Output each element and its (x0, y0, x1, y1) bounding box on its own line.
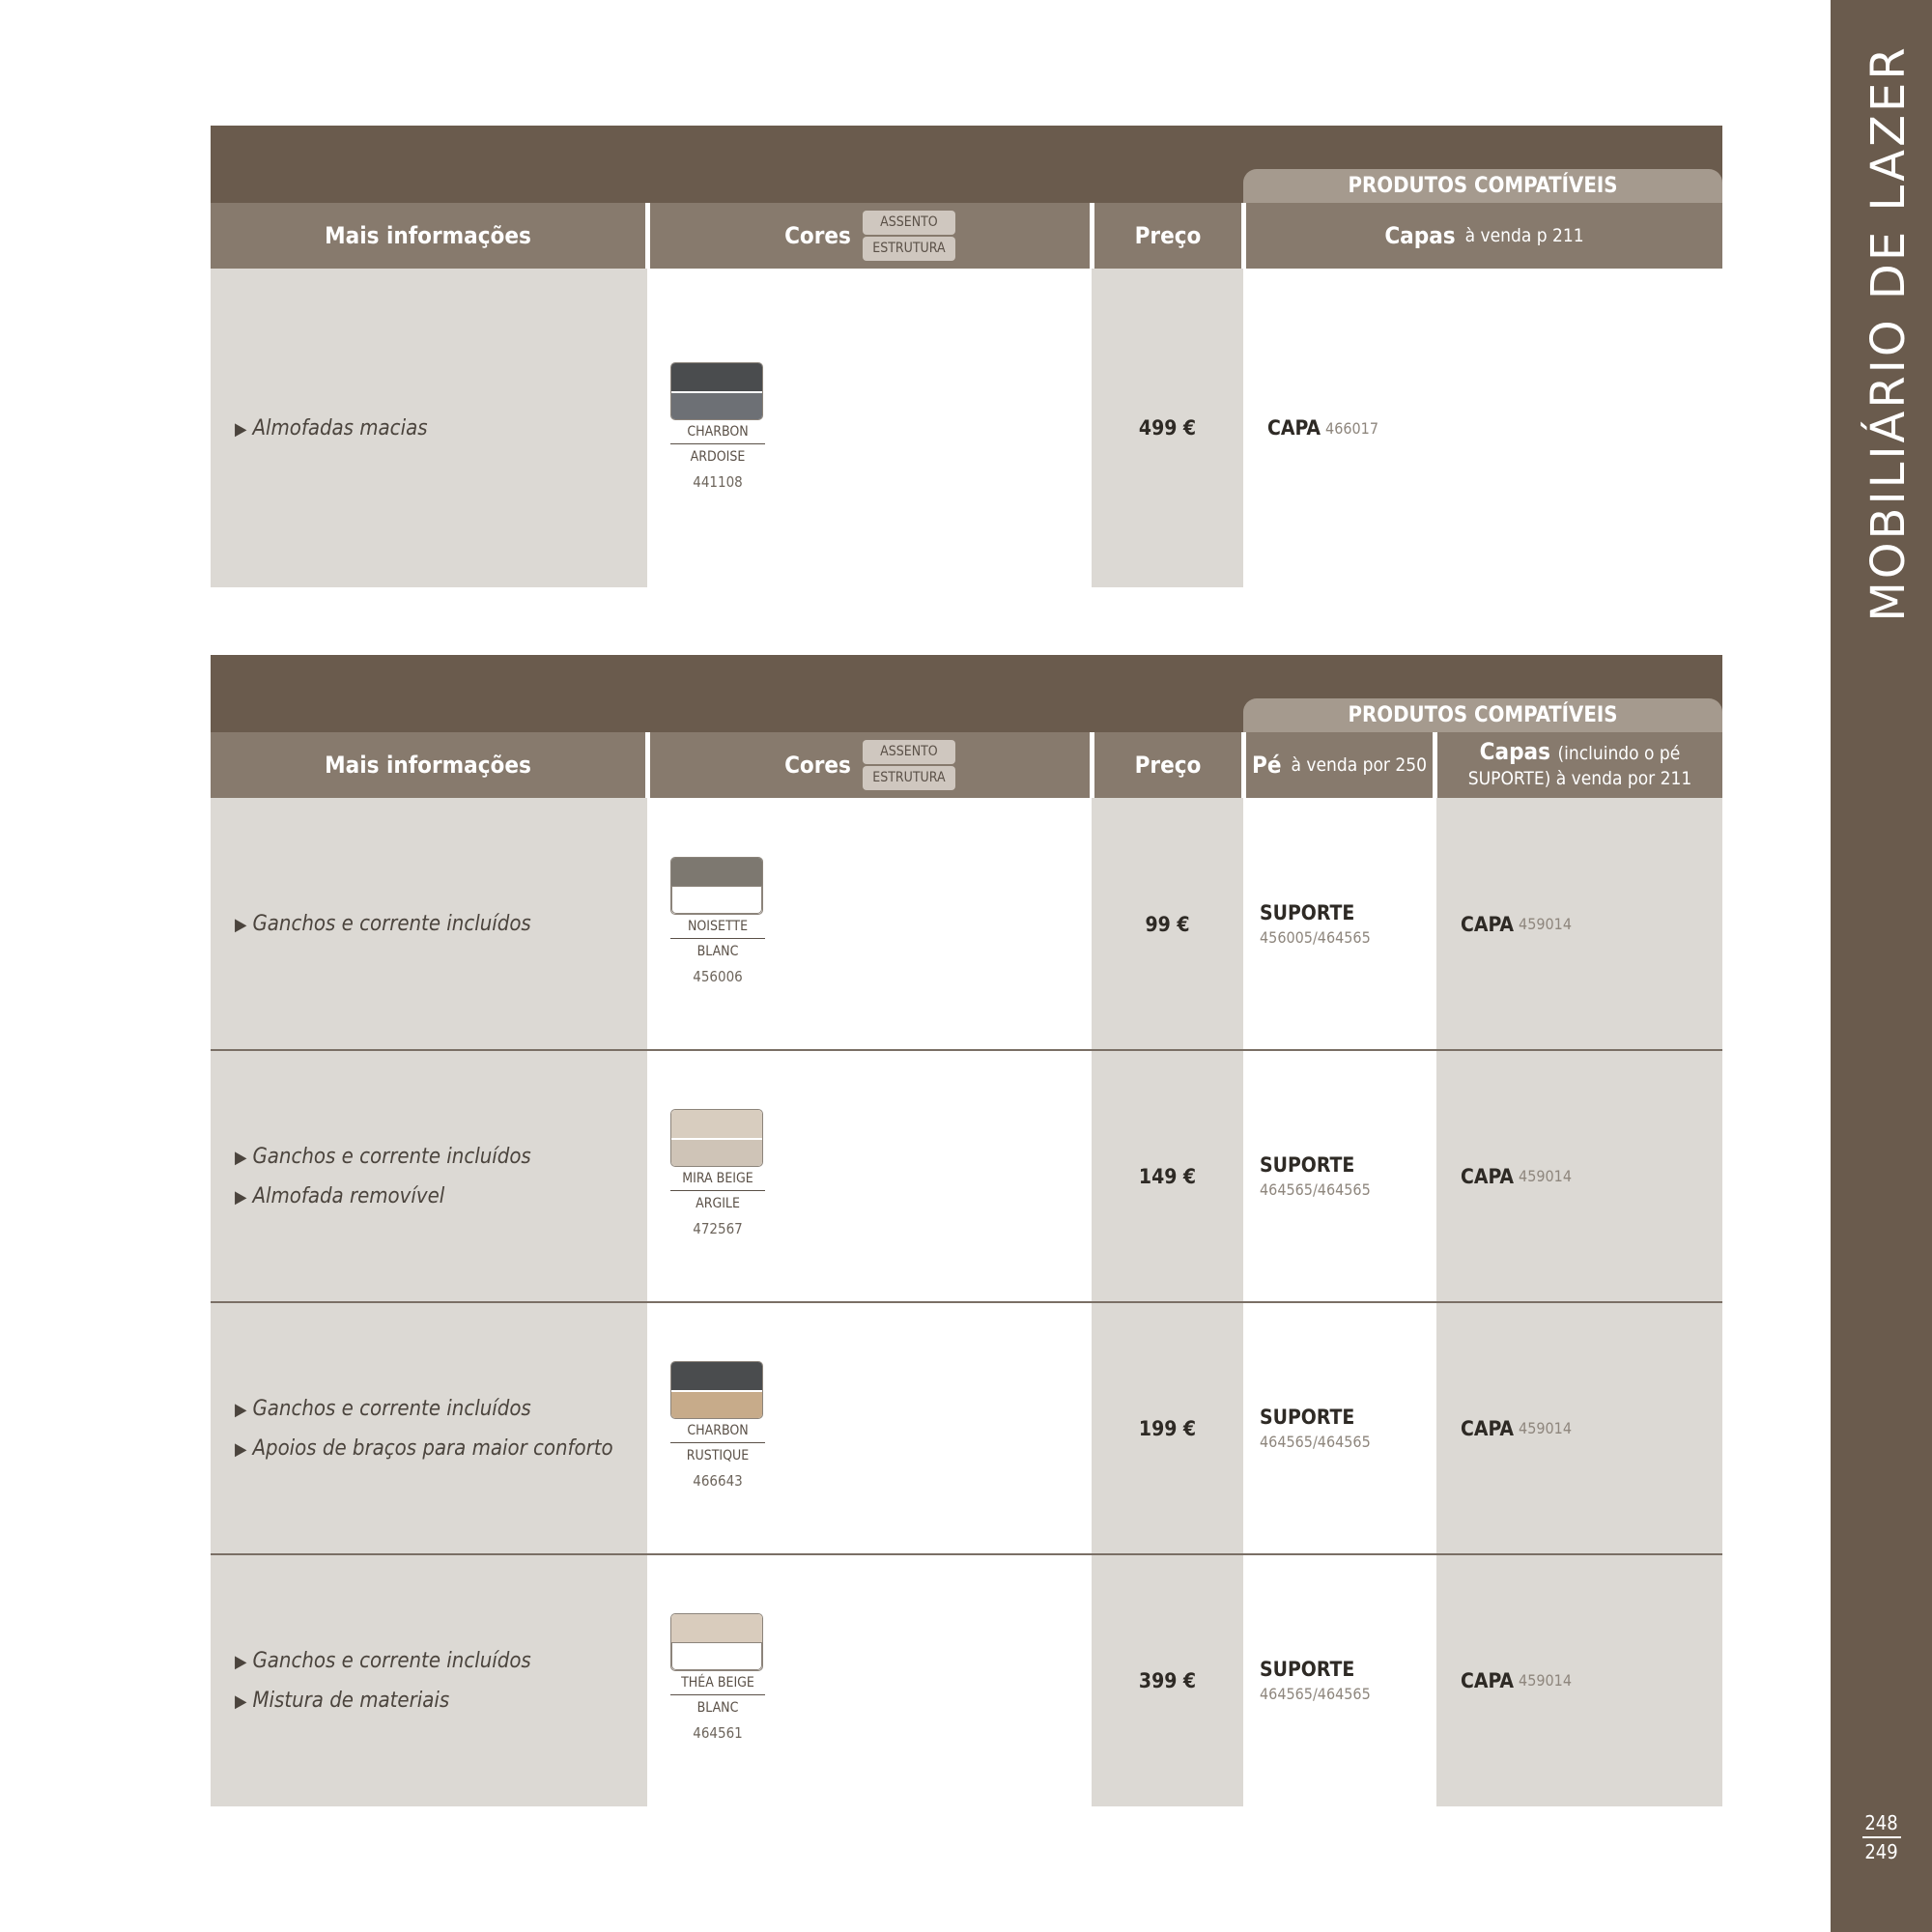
swatch-frame (671, 1642, 762, 1670)
header-foot-sub: à venda por 250 (1291, 754, 1427, 776)
header-colors-label: Cores (784, 222, 851, 249)
swatch-seat-name: MIRA BEIGE (670, 1167, 765, 1191)
bullet-arrow-icon: ▶ (235, 1399, 247, 1420)
color-swatch (670, 362, 765, 495)
swatch-frame (671, 391, 762, 419)
color-swatch (670, 857, 765, 989)
swatch-image (670, 1361, 763, 1419)
capa-label: CAPA (1461, 1164, 1515, 1188)
table2-row-info (211, 1302, 647, 1554)
table2-row-capa (1436, 1050, 1722, 1302)
table2-row-info (211, 1050, 647, 1302)
capa-code: 459014 (1519, 915, 1572, 933)
swatch-frame-name: BLANC (696, 1700, 739, 1716)
table2-row-info (211, 1554, 647, 1806)
capa-label: CAPA (1267, 416, 1321, 440)
info-line: ▶ Ganchos e corrente incluídos (235, 1144, 531, 1169)
section-title-text: MOBILIÁRIO DE LAZER (1861, 44, 1916, 622)
legend-frame: ESTRUTURA (863, 766, 955, 790)
table2-row-support (1243, 1302, 1436, 1554)
support-code: 464565/464565 (1260, 1685, 1371, 1703)
table2-row-colors (647, 1302, 1092, 1554)
info-line: ▶ Ganchos e corrente incluídos (235, 912, 531, 936)
legend-seat: ASSENTO (863, 211, 955, 235)
swatch-frame-name: ARGILE (696, 1196, 740, 1211)
swatch-frame (671, 886, 762, 914)
table2-header-colors (650, 732, 1090, 798)
swatch-seat (671, 1110, 762, 1138)
header-covers-sub: SUPORTE) à venda por 211 (1467, 768, 1692, 789)
info-line: ▶ Mistura de materiais (235, 1688, 450, 1713)
table2-row-price: 99 € (1092, 798, 1243, 1050)
table2-row-price: 149 € (1092, 1050, 1243, 1302)
page-number-divider (1862, 1836, 1901, 1838)
header-info-label: Mais informações (325, 752, 531, 779)
page-number-left: 248 (1864, 1811, 1898, 1834)
support-code: 456005/464565 (1260, 928, 1371, 947)
info-line: ▶ Ganchos e corrente incluídos (235, 1396, 531, 1421)
swatch-frame-name: BLANC (696, 944, 739, 959)
support-label: SUPORTE (1260, 1153, 1355, 1177)
capa-label: CAPA (1461, 1668, 1515, 1692)
support-label: SUPORTE (1260, 901, 1355, 924)
table1-header-colors (650, 203, 1090, 269)
color-swatch (670, 1109, 765, 1241)
legend-frame: ESTRUTURA (863, 237, 955, 261)
header-covers-sub: à venda p 211 (1464, 225, 1584, 246)
bullet-arrow-icon: ▶ (235, 418, 247, 440)
support-label: SUPORTE (1260, 1406, 1355, 1429)
table2-header-covers (1437, 732, 1722, 798)
table2-row-colors (647, 1554, 1092, 1806)
color-swatch (670, 1361, 765, 1493)
header-foot-label: Pé (1252, 752, 1282, 779)
table2-row-price: 199 € (1092, 1302, 1243, 1554)
swatch-seat (671, 858, 762, 886)
info-line: ▶ Almofada removível (235, 1183, 445, 1208)
table2-row-info (211, 798, 647, 1050)
support-code: 464565/464565 (1260, 1433, 1371, 1451)
table2-header-foot (1246, 732, 1433, 798)
swatch-seat (671, 363, 762, 391)
legend-seat: ASSENTO (863, 740, 955, 764)
swatch-image (670, 1109, 763, 1167)
header-covers-label: Capas (1384, 222, 1456, 249)
header-covers-label: Capas (1479, 738, 1550, 765)
table2-row-colors (647, 1050, 1092, 1302)
row-divider (211, 1049, 1722, 1051)
swatch-frame (671, 1138, 762, 1166)
table2-row-capa (1436, 1302, 1722, 1554)
swatch-image (670, 857, 763, 915)
table2-header-info (211, 732, 645, 798)
table1-row1-info (211, 269, 647, 587)
color-swatch (670, 1613, 765, 1746)
bullet-arrow-icon: ▶ (235, 1438, 247, 1460)
swatch-seat-name: CHARBON (670, 1419, 765, 1443)
table2-row-capa (1436, 798, 1722, 1050)
bullet-arrow-icon: ▶ (235, 1690, 247, 1712)
product-code: 472567 (693, 1220, 743, 1237)
table1-row1-colors (647, 269, 1092, 587)
swatch-frame (671, 1390, 762, 1418)
color-legend (863, 739, 955, 791)
product-code: 464561 (693, 1724, 743, 1742)
support-label: SUPORTE (1260, 1658, 1355, 1681)
info-line: ▶ Apoios de braços para maior conforto (235, 1435, 613, 1461)
swatch-seat (671, 1362, 762, 1390)
product-code: 456006 (693, 968, 743, 985)
table2-row-price: 399 € (1092, 1554, 1243, 1806)
table2-row-support (1243, 1554, 1436, 1806)
table1-header-price (1094, 203, 1241, 269)
capa-label: CAPA (1461, 1416, 1515, 1440)
swatch-frame-name: RUSTIQUE (686, 1448, 750, 1463)
header-covers-note: (incluindo o pé (1557, 743, 1681, 764)
product-code: 466643 (693, 1472, 743, 1490)
swatch-seat-name: NOISETTE (670, 915, 765, 939)
capa-code: 459014 (1519, 1419, 1572, 1437)
swatch-image (670, 1613, 763, 1671)
table2-row-support (1243, 1050, 1436, 1302)
header-price-label: Preço (1134, 222, 1202, 249)
info-line: ▶ Ganchos e corrente incluídos (235, 1648, 531, 1673)
table2-header-price (1094, 732, 1241, 798)
table1-compatible-tab: PRODUTOS COMPATÍVEIS (1243, 169, 1722, 203)
bullet-arrow-icon: ▶ (235, 1147, 247, 1168)
table1-row1-capa (1243, 269, 1722, 587)
page-number-right: 249 (1864, 1840, 1898, 1863)
table2-compatible-tab: PRODUTOS COMPATÍVEIS (1243, 698, 1722, 732)
capa-code: 459014 (1519, 1671, 1572, 1690)
table1-header-covers (1246, 203, 1722, 269)
row-divider (211, 1301, 1722, 1303)
color-legend (863, 210, 955, 262)
table2-row-support (1243, 798, 1436, 1050)
row-divider (211, 1553, 1722, 1555)
page-numbers (1840, 1811, 1922, 1863)
bullet-arrow-icon: ▶ (235, 915, 247, 935)
swatch-frame-name: ARDOISE (690, 449, 746, 465)
capa-code: 459014 (1519, 1167, 1572, 1185)
bullet-arrow-icon: ▶ (235, 1651, 247, 1672)
swatch-seat (671, 1614, 762, 1642)
product-code: 441108 (693, 473, 743, 491)
info-line: ▶ Almofadas macias (235, 415, 428, 440)
swatch-seat-name: THÉA BEIGE (670, 1671, 765, 1695)
capa-code: 466017 (1325, 418, 1378, 438)
support-code: 464565/464565 (1260, 1180, 1371, 1199)
capa-label: CAPA (1461, 912, 1515, 936)
table2-row-colors (647, 798, 1092, 1050)
swatch-image (670, 362, 763, 420)
header-colors-label: Cores (784, 752, 851, 779)
table1-header-info (211, 203, 645, 269)
swatch-seat-name: CHARBON (670, 420, 765, 444)
header-info-label: Mais informações (325, 222, 531, 249)
header-price-label: Preço (1134, 752, 1202, 779)
bullet-arrow-icon: ▶ (235, 1186, 247, 1208)
table1-row1-price: 499 € (1092, 269, 1243, 587)
table2-row-capa (1436, 1554, 1722, 1806)
